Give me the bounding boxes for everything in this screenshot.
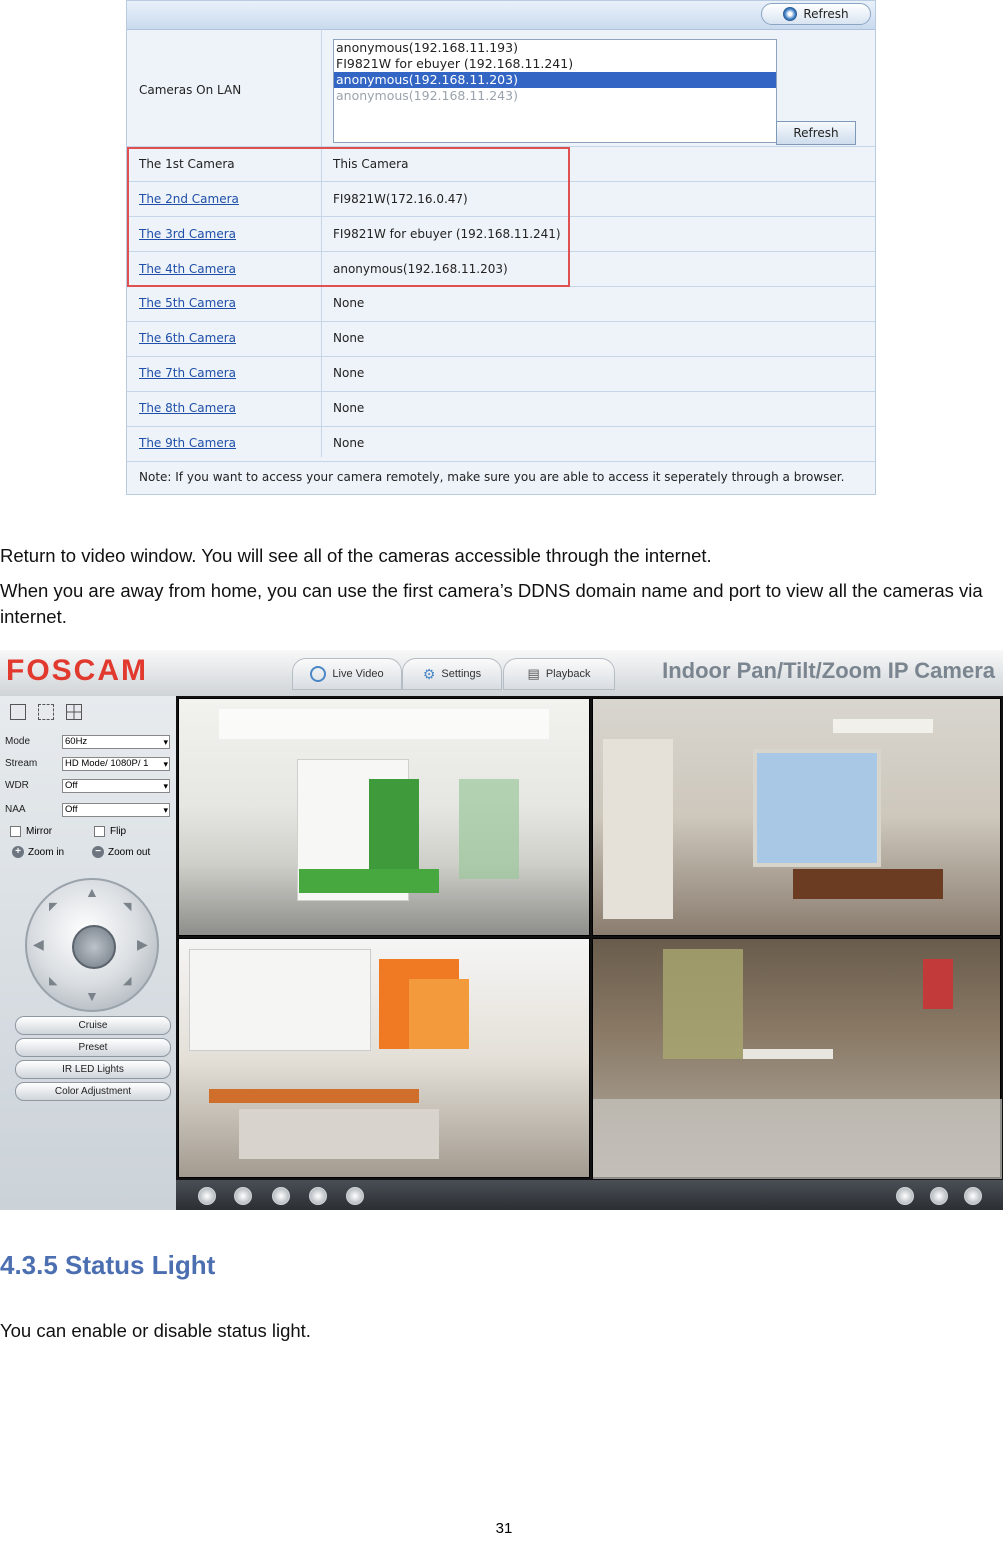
camera-value: This Camera (333, 157, 409, 171)
stream-select[interactable]: HD Mode/ 1080P/ 1 ▾ (62, 757, 170, 771)
camera-value: None (333, 331, 365, 345)
ptz-center-reset-icon[interactable] (72, 925, 116, 969)
arrow-down-left-icon[interactable]: ◣ (49, 975, 58, 987)
color-adjustment-button[interactable]: Color Adjustment (15, 1082, 171, 1101)
refresh-top-button[interactable] (761, 3, 871, 25)
flip-label: Flip (110, 826, 127, 837)
section-heading: 4.3.5 Status Light (0, 1250, 216, 1280)
camera-value: FI9821W for ebuyer (192.168.11.241) (333, 227, 561, 241)
flip-checkbox[interactable] (94, 826, 126, 837)
video-feed-1[interactable] (178, 698, 590, 936)
layout-selector (10, 704, 82, 720)
window-shape (753, 749, 881, 867)
fullscreen-icon[interactable] (964, 1187, 982, 1205)
glass-shape (459, 779, 519, 879)
zoom-out-label: Zoom out (108, 846, 151, 858)
camera-value: None (333, 366, 365, 380)
table-shape (743, 1049, 833, 1059)
video-feed-3[interactable] (178, 938, 590, 1178)
decor-panel-shape (663, 949, 743, 1059)
ptz-control-pad[interactable] (25, 878, 159, 1012)
arrow-down-icon[interactable]: ▼ (85, 988, 99, 1004)
paragraph: You can enable or disable status light. (0, 1320, 311, 1341)
talk-icon[interactable] (309, 1187, 327, 1205)
camera-link[interactable]: The 4th Camera (139, 262, 236, 276)
cruise-button[interactable]: Cruise (15, 1016, 171, 1035)
paragraph: When you are away from home, you can use the first camera’s DDNS domain name and port to view all the cameras via internet. (0, 580, 983, 627)
camera-row (127, 392, 875, 427)
camera-link[interactable]: The 9th Camera (139, 436, 236, 450)
camera-link[interactable]: The 6th Camera (139, 331, 236, 345)
arrow-up-icon[interactable]: ▲ (85, 884, 99, 900)
wdr-select[interactable]: Off ▾ (62, 779, 170, 793)
control-sidebar (0, 696, 176, 1210)
page-number: 31 (495, 1520, 513, 1537)
video-toolbar (176, 1180, 1003, 1210)
naa-label: NAA (5, 804, 26, 815)
audio-icon[interactable] (272, 1187, 290, 1205)
stream-label: Stream (5, 758, 38, 769)
tab-playback[interactable] (503, 658, 615, 690)
layout-4-icon[interactable] (38, 704, 54, 720)
lan-camera-list[interactable] (333, 39, 777, 143)
arrow-right-icon[interactable]: ▶ (137, 936, 148, 952)
camera-row (127, 322, 875, 357)
camera-icon (310, 666, 326, 682)
tv-shape (923, 959, 953, 1009)
ceiling-light-shape (833, 719, 933, 733)
layout-9-icon[interactable] (66, 704, 82, 720)
camera-row (127, 357, 875, 392)
list-item[interactable]: FI9821W for ebuyer (192.168.11.241) (336, 56, 574, 71)
play-icon[interactable] (198, 1187, 216, 1205)
camera-value: None (333, 296, 365, 310)
partition-shape (239, 1109, 439, 1159)
arrow-left-icon[interactable]: ◀ (33, 936, 44, 952)
desk-shape (793, 869, 943, 899)
camera-value: None (333, 401, 365, 415)
tab-playback-label: Playback (545, 668, 591, 680)
camera-settings-panel (126, 0, 876, 495)
list-item[interactable]: anonymous(192.168.11.193) (336, 40, 518, 55)
refresh-top-label: Refresh (803, 7, 849, 21)
stop-icon[interactable] (234, 1187, 252, 1205)
desk-shape (209, 1089, 419, 1103)
remote-access-note: Note: If you want to access your camera remotely, make sure you are able to access it seperately through a browser. (139, 470, 845, 484)
camera-row (127, 427, 875, 462)
record-icon[interactable] (896, 1187, 914, 1205)
tab-settings-label: Settings (441, 668, 482, 680)
checkbox-icon (94, 826, 105, 837)
mode-select[interactable]: 60Hz ▾ (62, 735, 170, 749)
camera-link[interactable]: The 5th Camera (139, 296, 236, 310)
layout-1-icon[interactable] (10, 704, 26, 720)
refresh-list-button[interactable]: Refresh (776, 121, 856, 145)
video-feed-4[interactable] (592, 938, 1001, 1178)
zoom-out-button[interactable] (92, 846, 150, 858)
arrow-down-right-icon[interactable]: ◢ (123, 975, 132, 987)
window-grid-shape (189, 949, 371, 1051)
zoom-in-button[interactable] (12, 846, 64, 858)
minus-icon: − (92, 846, 104, 858)
camera-value: anonymous(192.168.11.203) (333, 262, 508, 276)
tab-settings[interactable] (402, 658, 502, 690)
plus-icon: + (12, 846, 24, 858)
arrow-up-right-icon[interactable]: ◥ (123, 901, 132, 913)
camera-row (127, 287, 875, 322)
ceiling-shape (219, 709, 549, 739)
red-highlight-box (127, 147, 570, 287)
cameras-on-lan-label: Cameras On LAN (139, 83, 242, 97)
zoom-in-label: Zoom in (28, 846, 65, 858)
camera-label: The 1st Camera (139, 157, 235, 171)
video-feed-2[interactable] (592, 698, 1001, 936)
camera-link[interactable]: The 7th Camera (139, 366, 236, 380)
ir-led-button[interactable]: IR LED Lights (15, 1060, 171, 1079)
paragraph: Return to video window. You will see all of the cameras accessible through the internet. (0, 545, 712, 566)
checkbox-icon (10, 826, 21, 837)
green-panel-shape (369, 779, 419, 879)
orange-panel-shape (409, 979, 469, 1049)
refresh-icon (783, 7, 797, 21)
mirror-checkbox[interactable] (10, 826, 52, 837)
wdr-label: WDR (5, 780, 29, 791)
list-item[interactable]: anonymous(192.168.11.243) (336, 88, 518, 103)
tab-live-video[interactable] (292, 658, 402, 690)
camera-link[interactable]: The 3rd Camera (139, 227, 237, 241)
mode-label: Mode (5, 736, 31, 747)
tab-live-label: Live Video (332, 668, 384, 680)
floor-shape (593, 1099, 1002, 1179)
snapshot-icon[interactable] (346, 1187, 364, 1205)
list-item-selected[interactable]: anonymous(192.168.11.203) (334, 72, 776, 88)
video-grid (176, 696, 1003, 1180)
foscam-header (0, 650, 1003, 696)
foscam-logo: FOSCAM (6, 654, 148, 687)
green-bench-shape (299, 869, 439, 893)
calendar-icon: ▤ (527, 666, 540, 681)
camera-link[interactable]: The 8th Camera (139, 401, 236, 415)
mirror-label: Mirror (26, 826, 53, 837)
product-title: Indoor Pan/Tilt/Zoom IP Camera (662, 658, 995, 683)
preset-button[interactable]: Preset (15, 1038, 171, 1057)
camera-link[interactable]: The 2nd Camera (139, 192, 239, 206)
foscam-live-view (0, 650, 1003, 1210)
camera-value: None (333, 436, 365, 450)
camera-value: FI9821W(172.16.0.47) (333, 192, 468, 206)
panel-header (127, 1, 875, 30)
wrench-icon: ⚙ (422, 665, 436, 682)
cabinet-shape (603, 739, 673, 919)
fit-icon[interactable] (930, 1187, 948, 1205)
naa-select[interactable]: Off ▾ (62, 803, 170, 817)
arrow-up-left-icon[interactable]: ◤ (49, 901, 58, 913)
